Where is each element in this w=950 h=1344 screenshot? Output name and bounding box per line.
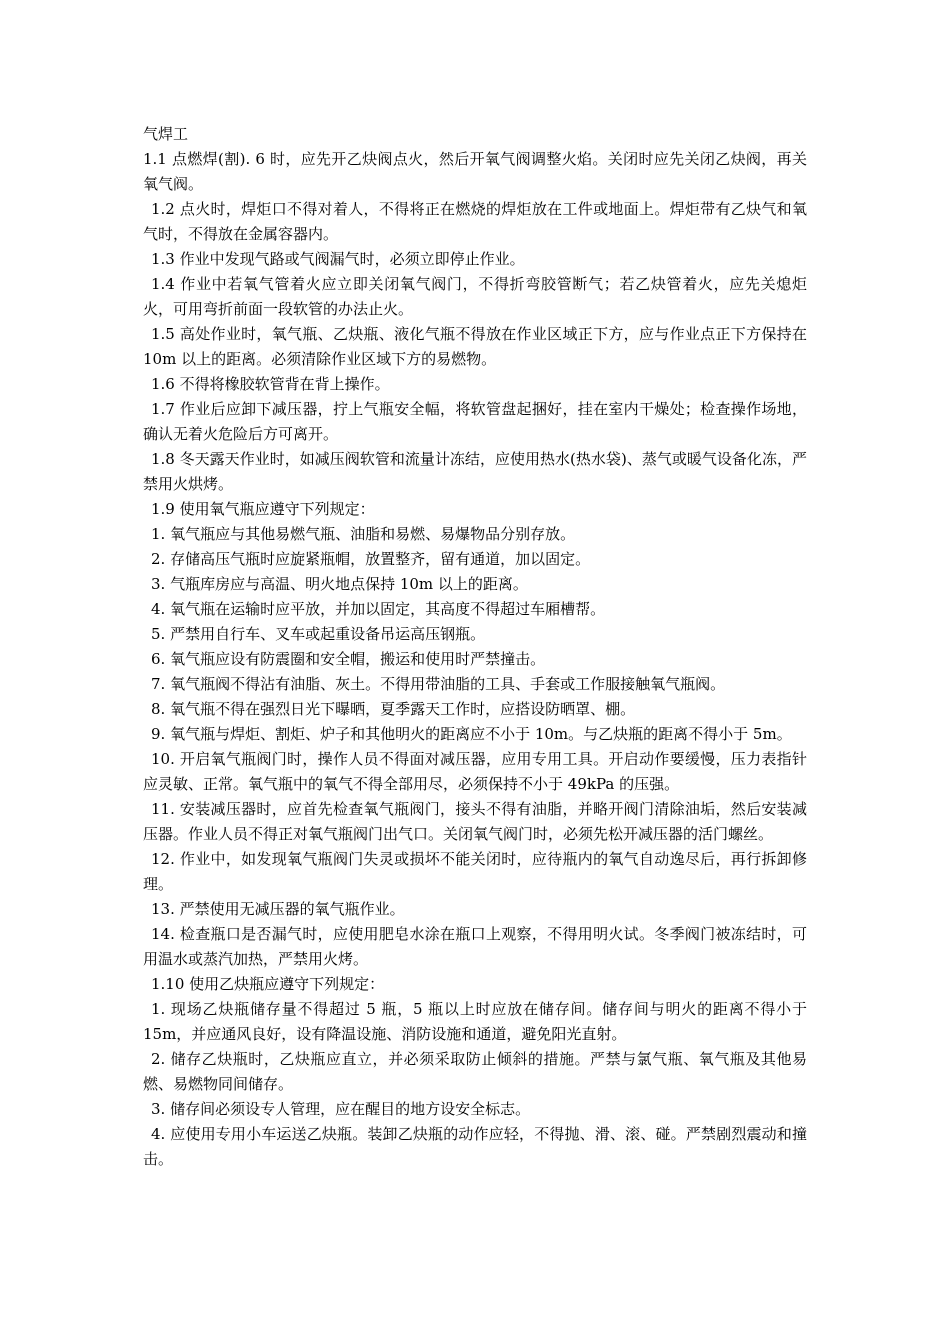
paragraph: 1.9 使用氧气瓶应遵守下列规定： [151,500,375,518]
paragraph: 1. 氧气瓶应与其他易燃气瓶、油脂和易燃、易爆物品分别存放。 [151,525,576,543]
paragraph: 11. 安装减压器时，应首先检查氧气瓶阀门，接头不得有油脂，并略开阀门清除油垢，然后安装减压器。作业人员不得正对氧气瓶阀门出气口。关闭氧气阀门时，必须先松开减压器的活门螺丝。 [143,800,807,843]
paragraph: 1.2 点火时，焊炬口不得对着人，不得将正在燃烧的焊炬放在工件或地面上。焊炬带有乙炔气和氧气时，不得放在金属容器内。 [143,200,807,243]
paragraph: 1.6 不得将橡胶软管背在背上操作。 [151,375,390,393]
paragraph: 2. 储存乙炔瓶时，乙炔瓶应直立，并必须采取防止倾斜的措施。严禁与氯气瓶、氧气瓶及其他易燃、易燃物同间储存。 [143,1050,807,1093]
paragraph: 5. 严禁用自行车、叉车或起重设备吊运高压钢瓶。 [151,625,486,643]
document-title: 气焊工 [143,125,189,143]
paragraph: 14. 检查瓶口是否漏气时，应使用肥皂水涂在瓶口上观察，不得用明火试。冬季阀门被冻结时，可用温水或蒸汽加热，严禁用火烤。 [143,925,807,968]
paragraph: 6. 氧气瓶应设有防震圈和安全帽，搬运和使用时严禁撞击。 [151,650,546,668]
paragraph: 9. 氧气瓶与焊炬、割炬、炉子和其他明火的距离应不小于 10m。与乙炔瓶的距离不得小于 5m。 [151,725,792,743]
paragraph: 3. 气瓶库房应与高温、明火地点保持 10m 以上的距离。 [151,575,528,593]
paragraph: 1.10 使用乙炔瓶应遵守下列规定： [151,975,385,993]
paragraph: 13. 严禁使用无减压器的氧气瓶作业。 [151,900,405,918]
paragraph: 1.8 冬天露天作业时，如减压阀软管和流量计冻结，应使用热水(热水袋)、蒸气或暖气设备化冻，严禁用火烘烤。 [143,450,807,493]
paragraph: 1.7 作业后应卸下减压器，拧上气瓶安全幅，将软管盘起捆好，挂在室内干燥处；检查操作场地，确认无着火危险后方可离开。 [143,400,807,443]
document-body [143,122,807,1172]
paragraph: 10. 开启氧气瓶阀门时，操作人员不得面对减压器，应用专用工具。开启动作要缓慢，压力表指针应灵敏、正常。氧气瓶中的氧气不得全部用尽，必须保持不小于 49kPa 的压强。 [143,750,807,793]
paragraph: 12. 作业中，如发现氧气瓶阀门失灵或损坏不能关闭时，应待瓶内的氧气自动逸尽后，再行拆卸修理。 [143,850,807,893]
paragraph: 4. 氧气瓶在运输时应平放，并加以固定，其高度不得超过车厢槽帮。 [151,600,606,618]
paragraph: 1.5 高处作业时，氧气瓶、乙炔瓶、液化气瓶不得放在作业区域正下方，应与作业点正下方保持在 10m 以上的距离。必须清除作业区域下方的易燃物。 [143,325,807,368]
paragraph-list [143,147,807,1172]
paragraph: 4. 应使用专用小车运送乙炔瓶。装卸乙炔瓶的动作应轻，不得抛、滑、滚、碰。严禁剧烈震动和撞击。 [143,1125,807,1168]
paragraph: 2. 存储高压气瓶时应旋紧瓶帽，放置整齐，留有通道，加以固定。 [151,550,591,568]
paragraph: 1.1 点燃焊(割). 6 时，应先开乙炔阀点火，然后开氧气阀调整火焰。关闭时应先关闭乙炔阀，再关氧气阀。 [143,150,807,193]
paragraph: 1.3 作业中发现气路或气阀漏气时，必须立即停止作业。 [151,250,525,268]
paragraph: 1.4 作业中若氧气管着火应立即关闭氧气阀门，不得折弯胶管断气；若乙炔管着火，应先关熄炬火，可用弯折前面一段软管的办法止火。 [143,275,807,318]
paragraph: 8. 氧气瓶不得在强烈日光下曝晒，夏季露天工作时，应搭设防晒罩、棚。 [151,700,636,718]
paragraph: 1. 现场乙炔瓶储存量不得超过 5 瓶，5 瓶以上时应放在储存间。储存间与明火的距离不得小于 15m，并应通风良好，设有降温设施、消防设施和通道，避免阳光直射。 [143,1000,807,1043]
paragraph: 3. 储存间必须设专人管理，应在醒目的地方设安全标志。 [151,1100,531,1118]
paragraph: 7. 氧气瓶阀不得沾有油脂、灰土。不得用带油脂的工具、手套或工作服接触氧气瓶阀。 [151,675,726,693]
